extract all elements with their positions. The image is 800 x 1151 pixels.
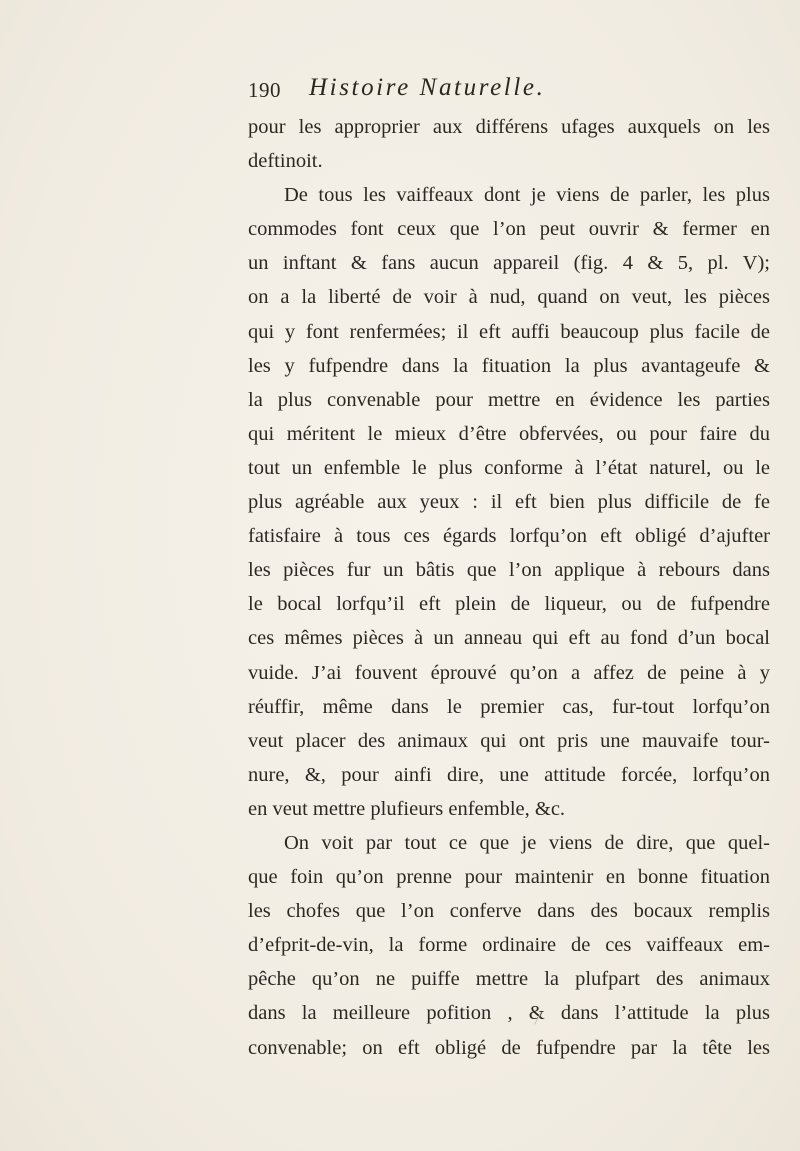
- running-title: Histoire Naturelle.: [309, 74, 546, 101]
- text-line: deftinoit.: [248, 150, 323, 173]
- text-line: que foin qu’on prenne pour maintenir en bonne fituation: [248, 866, 770, 889]
- text-line: qui y font renfermées; il eft auffi beaucoup plus facile de: [248, 320, 770, 343]
- text-line: veut placer des animaux qui ont pris une mauvaife tour-: [248, 729, 770, 752]
- text-line: plus agréable aux yeux : il eft bien plus difficile de fe: [248, 491, 770, 514]
- text-line: en veut mettre plufieurs enfemble, &c.: [248, 797, 566, 820]
- text-line: convenable; on eft obligé de fufpendre par la tête les: [248, 1036, 770, 1059]
- text-line: un inftant & fans aucun appareil (fig. 4 & 5, pl. V);: [248, 252, 770, 275]
- text-line: tout un enfemble le plus conforme à l’état naturel, ou le: [248, 456, 770, 479]
- text-line: vuide. J’ai fouvent éprouvé qu’on a affez de peine à y: [248, 661, 770, 684]
- text-line: fatisfaire à tous ces égards lorfqu’on eft obligé d’ajufter: [248, 525, 770, 548]
- page-number: 190: [248, 78, 281, 102]
- text-line: les pièces fur un bâtis que l’on applique à rebours dans: [248, 559, 770, 582]
- text-line: les y fufpendre dans la fituation la plus avantageufe &: [248, 354, 770, 377]
- text-line: dans la meilleure pofition , & dans l’attitude la plus: [248, 1002, 770, 1025]
- text-line: nure, &, pour ainfi dire, une attitude forcée, lorfqu’on: [248, 763, 770, 786]
- text-line: le bocal lorfqu’il eft plein de liqueur, ou de fufpendre: [248, 593, 770, 616]
- text-line: De tous les vaiffeaux dont je viens de parler, les plus: [284, 184, 770, 207]
- text-line: On voit par tout ce que je viens de dire, que quel-: [284, 831, 770, 854]
- text-line: qui méritent le mieux d’être obfervées, ou pour faire du: [248, 422, 770, 445]
- text-line: commodes font ceux que l’on peut ouvrir & fermer en: [248, 218, 770, 241]
- text-line: pêche qu’on ne puiffe mettre la plufpart des animaux: [248, 968, 770, 991]
- text-line: ces mêmes pièces à un anneau qui eft au fond d’un bocal: [248, 627, 770, 650]
- text-line: réuffir, même dans le premier cas, fur-tout lorfqu’on: [248, 695, 770, 718]
- text-line: pour les approprier aux différens ufages auxquels on les: [248, 116, 770, 138]
- page-header: [248, 74, 768, 114]
- text-line: les chofes que l’on conferve dans des bocaux remplis: [248, 900, 770, 923]
- text-line: on a la liberté de voir à nud, quand on veut, les pièces: [248, 286, 770, 309]
- body-text: [248, 110, 770, 1065]
- text-line: la plus convenable pour mettre en évidence les parties: [248, 388, 770, 411]
- text-line: d’efprit-de-vin, la forme ordinaire de ces vaiffeaux em-: [248, 934, 770, 957]
